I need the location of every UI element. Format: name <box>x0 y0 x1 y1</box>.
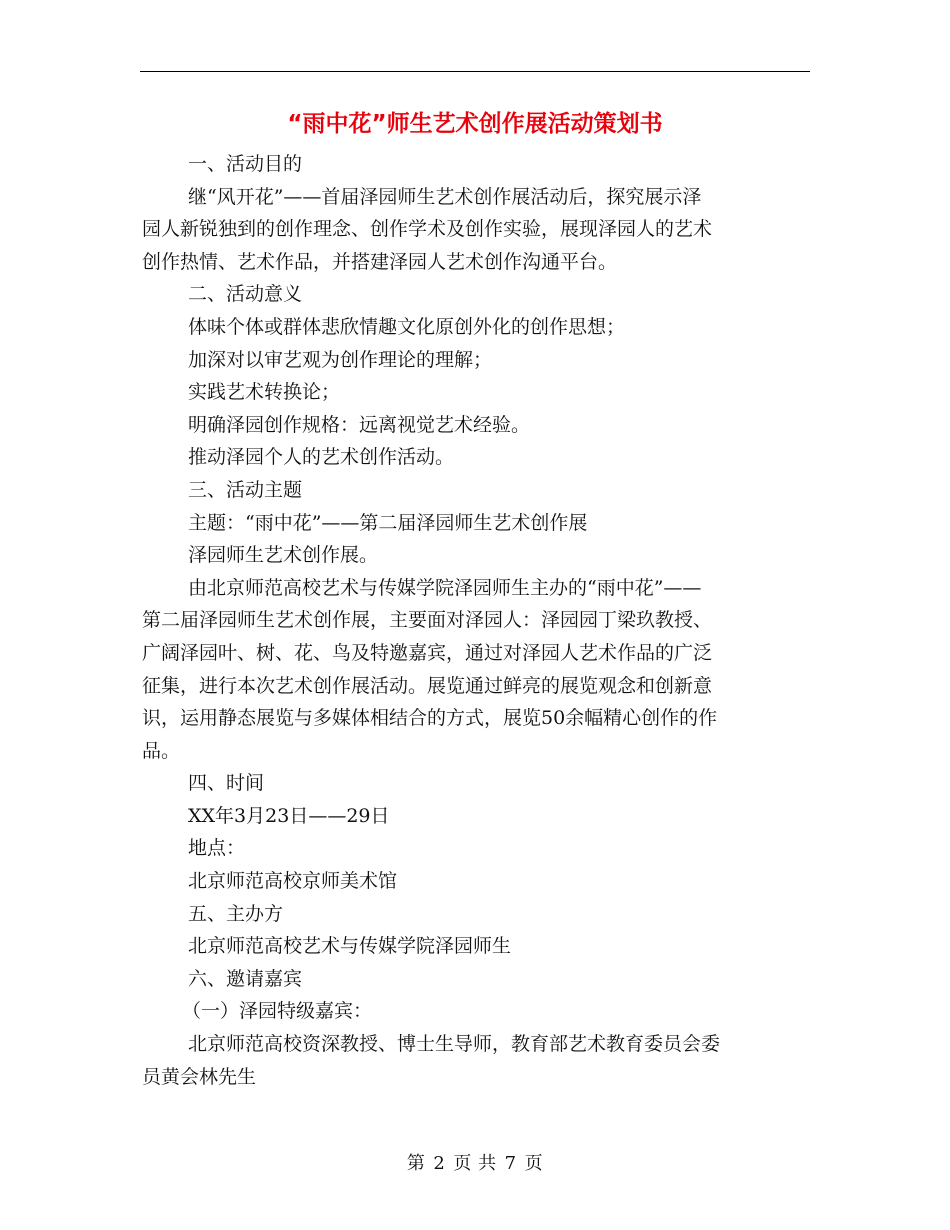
purpose-line-2: 园人新锐独到的创作理念、创作学术及创作实验，展现泽园人的艺术 <box>142 218 713 241</box>
description-line-4: 征集，进行本次艺术创作展活动。展览通过鲜亮的展览观念和创新意 <box>142 674 713 697</box>
significance-item-3: 实践艺术转换论； <box>188 381 341 404</box>
description-line-1: 由北京师范高校艺术与传媒学院泽园师生主办的“雨中花”—— <box>188 576 702 599</box>
footer-suffix: 页 <box>524 1153 544 1174</box>
section-heading-purpose: 一、活动目的 <box>188 153 303 175</box>
section-heading-theme: 三、活动主题 <box>188 478 303 501</box>
theme-line: 主题：“雨中花”——第二届泽园师生艺术创作展 <box>188 511 588 534</box>
place-label: 地点： <box>188 837 246 860</box>
purpose-line-3: 创作热情、艺术作品，并搭建泽园人艺术创作沟通平台。 <box>142 250 618 273</box>
document-body <box>142 148 810 1093</box>
organizer-value: 北京师范高校艺术与传媒学院泽园师生 <box>188 935 512 958</box>
guest-line-2: 员黄会林先生 <box>142 1065 257 1088</box>
description-line-5: 识，运用静态展览与多媒体相结合的方式，展览50余幅精心创作的作 <box>142 707 718 730</box>
significance-item-4: 明确泽园创作规格：远离视觉艺术经验。 <box>188 413 531 436</box>
description-line-6: 品。 <box>142 739 181 762</box>
header-rule <box>140 71 810 72</box>
page-footer <box>0 1150 950 1178</box>
time-value: XX年3月23日——29日 <box>188 804 390 827</box>
guest-line-1: 北京师范高校资深教授、博士生导师，教育部艺术教育委员会委 <box>188 1033 721 1056</box>
theme-subline: 泽园师生艺术创作展。 <box>188 544 379 567</box>
section-heading-organizer: 五、主办方 <box>188 902 284 925</box>
significance-item-5: 推动泽园个人的艺术创作活动。 <box>188 446 455 469</box>
section-heading-time: 四、时间 <box>188 772 265 795</box>
footer-page-number: 2 <box>433 1153 446 1174</box>
significance-item-1: 体味个体或群体悲欣情趣文化原创外化的创作思想； <box>188 315 626 338</box>
footer-middle: 页 共 <box>453 1153 497 1174</box>
footer-total-pages: 7 <box>504 1153 517 1174</box>
description-line-2: 第二届泽园师生艺术创作展，主要面对泽园人：泽园园丁梁玖教授、 <box>142 609 713 632</box>
footer-prefix: 第 <box>406 1153 426 1174</box>
document-title: “雨中花”师生艺术创作展活动策划书 <box>287 111 663 137</box>
guests-subheading: （一）泽园特级嘉宾： <box>182 1000 373 1023</box>
significance-item-2: 加深对以审艺观为创作理论的理解； <box>188 348 493 371</box>
section-heading-significance: 二、活动意义 <box>188 283 303 306</box>
place-value: 北京师范高校京师美术馆 <box>188 870 398 893</box>
purpose-line-1: 继“风开花”——首届泽园师生艺术创作展活动后，探究展示泽 <box>188 185 702 208</box>
section-heading-guests: 六、邀请嘉宾 <box>188 967 303 990</box>
description-line-3: 广阔泽园叶、树、花、鸟及特邀嘉宾，通过对泽园人艺术作品的广泛 <box>142 641 713 664</box>
